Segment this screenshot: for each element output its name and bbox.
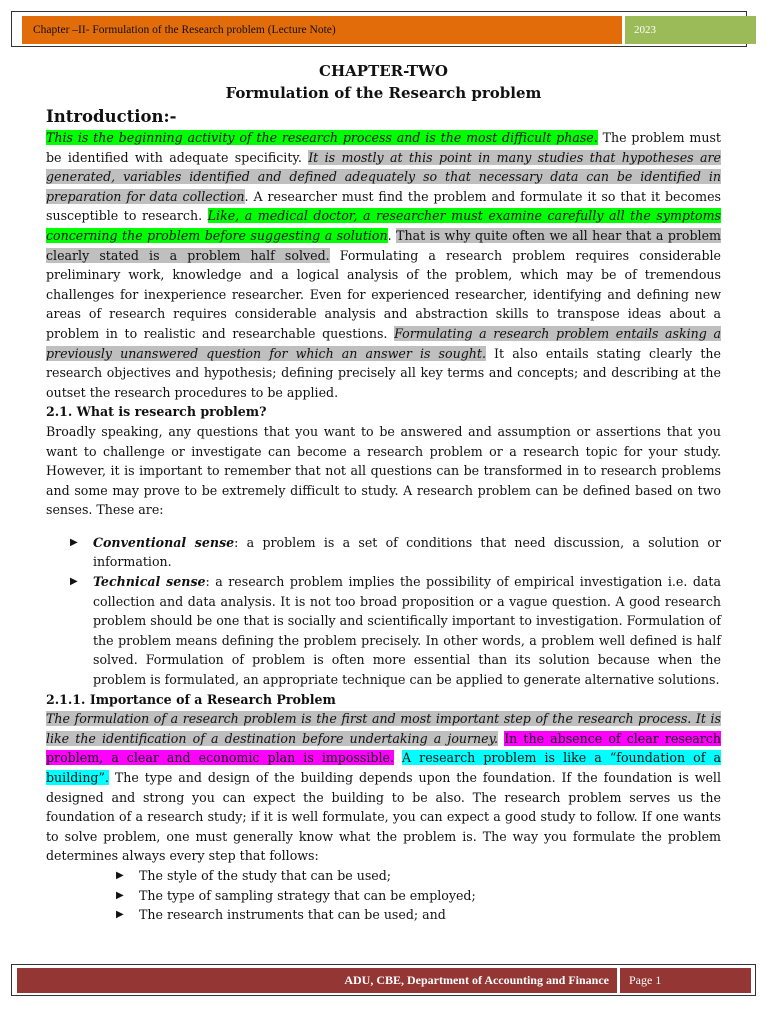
highlight-magenta: In the absence of clear research problem, a clear and economic plan is impossible.: [46, 730, 721, 766]
highlight-gray: It is mostly at this point in many studies that hypotheses are generated, variables identified and defined adequately so that necessary data can be identified in preparation for data collection: [46, 149, 721, 204]
list-item-text: The research instruments that can be used; and: [139, 907, 446, 923]
highlight-gray: The formulation of a research problem is the first and most important step of the research process. It is like the identification of a destination before undertaking a journey.: [46, 711, 721, 746]
senses-list: [46, 533, 721, 690]
section-heading: 2.1.1. Importance of a Research Problem: [46, 691, 336, 707]
text-run: . A researcher must find the problem and formulate it so that it becomes susceptible to research.: [46, 188, 722, 224]
text-run: It also entails stating clearly the research objectives and hypothesis; defining precisely all key terms and concepts; and describing at the outset the research procedures to be applied.: [46, 345, 721, 400]
intro-paragraph: [46, 128, 721, 402]
arrow-bullet-icon: ▶: [116, 869, 124, 881]
chapter-title: CHAPTER-TWO: [319, 62, 448, 80]
section-paragraph: [46, 709, 721, 866]
term-text: : a problem is a set of conditions that need discussion, a solution or information.: [93, 534, 721, 570]
list-item-text: The type of sampling strategy that can be employed;: [139, 887, 476, 903]
text-run: The type and design of the building depends upon the foundation. If the foundation is well designed and strong you can expect the building to be also. The research problem serves us the foundation of a research study; if it is well formulate, you can expect a good study to follow. If one wants to solve problem, one must generally know what the problem is. The way you formulate the problem determines always every step that follows:: [46, 770, 721, 864]
text-run: The problem must be identified with adequate specificity.: [46, 130, 721, 165]
page-footer: [11, 964, 756, 996]
header-chapter-label: Chapter –II- Formulation of the Research problem (Lecture Note): [22, 16, 622, 44]
section-heading: 2.1. What is research problem?: [46, 404, 267, 420]
highlight-green: Like, a medical doctor, a researcher must examine carefully all the symptoms concerning the problem before suggesting a solution: [46, 208, 721, 243]
text-run: Formulating a research problem requires considerable preliminary work, knowledge and a logical analysis of the problem, which may be of tremendous challenges for inexperience researcher. Even for experienced researcher, identifying and defining new areas of research requires considerable analysis and abstraction skills to transpose ideas about a problem in to realistic and researchable questions.: [46, 247, 721, 341]
header-year: 2023: [625, 16, 756, 44]
footer-page-number: Page 1: [620, 968, 751, 993]
highlight-gray: Formulating a research problem entails asking a previously unanswered question for which an answer is sought.: [46, 325, 721, 361]
term-label: Conventional sense: [93, 534, 235, 550]
list-item: [46, 572, 721, 690]
list-item: [46, 886, 721, 906]
arrow-bullet-icon: ▶: [70, 536, 78, 548]
term-label: Technical sense: [93, 574, 206, 590]
list-item: [46, 905, 721, 925]
highlight-green: This is the beginning activity of the research process and is the most difficult phase.: [46, 130, 598, 145]
list-item: [46, 866, 721, 886]
steps-list: [46, 866, 721, 925]
chapter-subtitle: Formulation of the Research problem: [225, 84, 542, 102]
text-run: .: [387, 227, 397, 243]
text-run: [394, 750, 402, 765]
list-item-text: The style of the study that can be used;: [139, 867, 392, 883]
arrow-bullet-icon: ▶: [116, 889, 124, 901]
intro-heading: Introduction:-: [46, 107, 177, 126]
arrow-bullet-icon: ▶: [116, 909, 124, 921]
footer-department: ADU, CBE, Department of Accounting and Finance: [17, 968, 617, 993]
page-header: [11, 11, 747, 47]
term-text: : a research problem implies the possibility of empirical investigation i.e. data collection and data analysis. It is not too broad proposition or a vague question. A good research problem should be one that is socially and scientifically important to investigation. Formulation of the problem means defining the problem precisely. In other words, a problem well defined is half solved. Formulation of problem is often more essential than its solution because when the problem is formulated, an appropriate technique can be applied to generate alternative solutions.: [93, 574, 721, 688]
list-item: [46, 533, 721, 572]
highlight-gray: That is why quite often we all hear that a problem clearly stated is a problem half solved.: [46, 227, 721, 263]
document-body: [46, 60, 721, 925]
highlight-cyan: A research problem is like a “foundation of a building”.: [46, 750, 721, 785]
section-paragraph: Broadly speaking, any questions that you want to be answered and assumption or assertions that you want to challenge or investigate can become a research problem or a research topic for your study. However, it is important to remember that not all questions can be transformed in to research problems and some may prove to be extremely difficult to study. A research problem can be defined based on two senses. These are:: [46, 423, 721, 518]
arrow-bullet-icon: ▶: [70, 576, 78, 588]
